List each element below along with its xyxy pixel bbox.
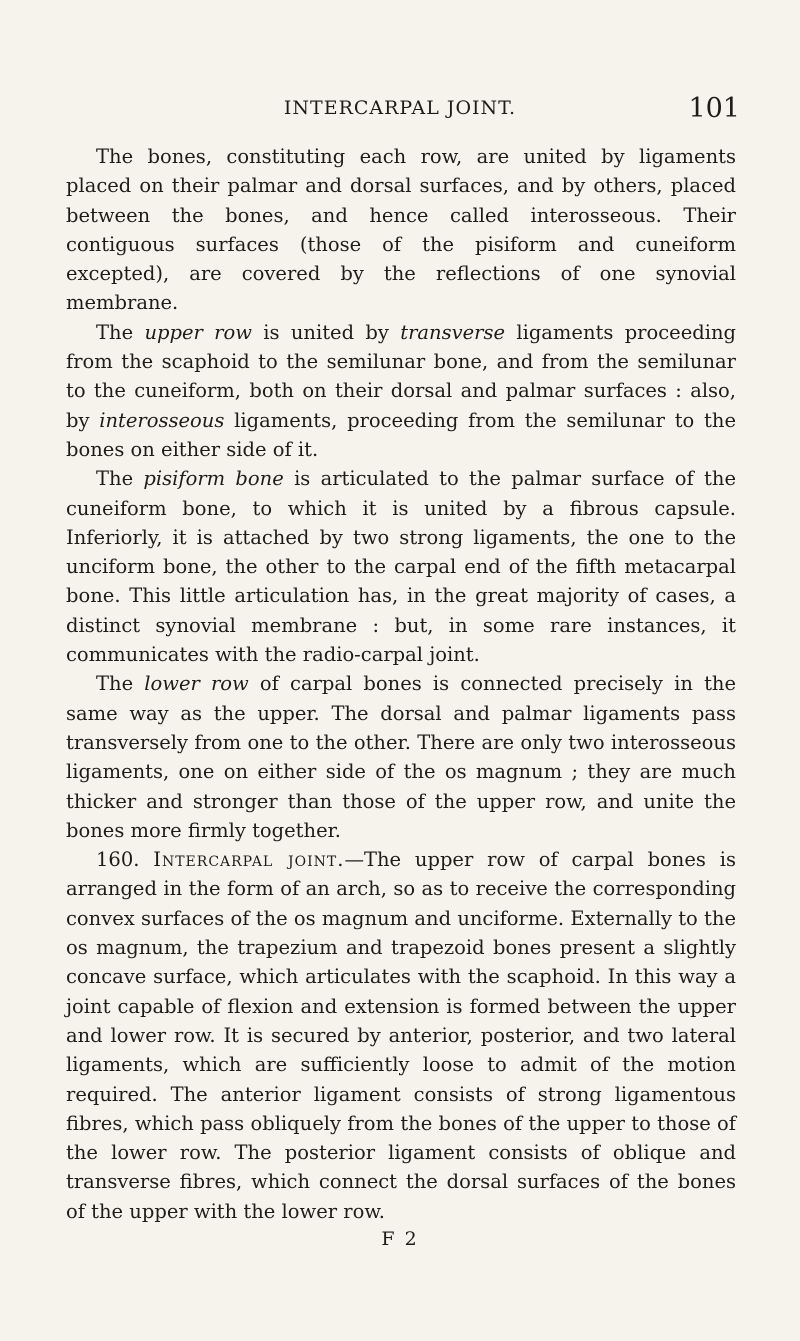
paragraph-upper-row: The upper row is united by transverse ligaments proceeding from the scaphoid to the semilunar bone, and from the semilunar to the cuneiform, both on their dorsal and palmar surfaces : also, by interosseous ligaments, proceeding from the semilunar to the bones on either side of it. [66, 320, 737, 461]
term-pisiform-bone: pisiform bone [143, 467, 284, 491]
paragraph-bones-of-each-row: The bones, constituting each row, are united by ligaments placed on their palmar and dorsal surfaces, and by others, placed between the bones, and hence called interosseous. Their contiguous surfaces (those of the pisiform and cuneiform excepted), are covered by the reflections of one synovial membrane. [66, 145, 736, 315]
paragraph-pisiform-bone: The pisiform bone is articulated to the palmar surface of the cuneiform bone, to which it is united by a fibrous capsule. Inferiorly, it is attached by two strong ligaments, the one to the unciform bone, the other to the carpal end of the fifth metacarpal bone. This little articulation has, in the great majority of cases, a distinct synovial membrane : but, in some rare instances, it communicates with the radio-carpal joint. [66, 467, 736, 667]
section-heading: Intercarpal joint. [153, 848, 345, 872]
running-title: INTERCARPAL JOINT. [283, 97, 517, 119]
page-header [60, 93, 740, 133]
paragraph-lower-row: The lower row of carpal bones is connected precisely in the same way as the upper. The dorsal and palmar ligaments pass transversely from one to the other. There are only two interosseous ligaments, one on either side of the os magnum ; they are much thicker and stronger than those of the upper row, and unite the bones more firmly together. [66, 672, 736, 842]
page-number: 101 [688, 93, 740, 124]
term-upper-row: upper row [144, 320, 252, 344]
signature-mark: F 2 [381, 1228, 419, 1250]
term-transverse: transverse [400, 320, 506, 344]
body-text [66, 142, 736, 1226]
term-interosseous: interosseous [99, 408, 225, 432]
term-lower-row: lower row [144, 672, 249, 696]
section-number: 160. [96, 848, 154, 872]
paragraph-intercarpal-joint: 160. Intercarpal joint.—The upper row of carpal bones is arranged in the form of an arch, so as to receive the corresponding convex surfaces of the os magnum and unciforme. Externally to the os magnum, the trapezium and trapezoid bones present a slightly concave surface, which articulates with the scaphoid. In this way a joint capable of flexion and extension is formed between the upper and lower row. It is secured by anterior, posterior, and two lateral ligaments, which are sufficiently loose to admit of the motion required. The anterior ligament consists of strong ligamentous fibres, which pass obliquely from the bones of the upper to those of the lower row. The posterior ligament consists of oblique and transverse fibres, which connect the dorsal surfaces of the bones of the upper with the lower row. [66, 848, 736, 1223]
